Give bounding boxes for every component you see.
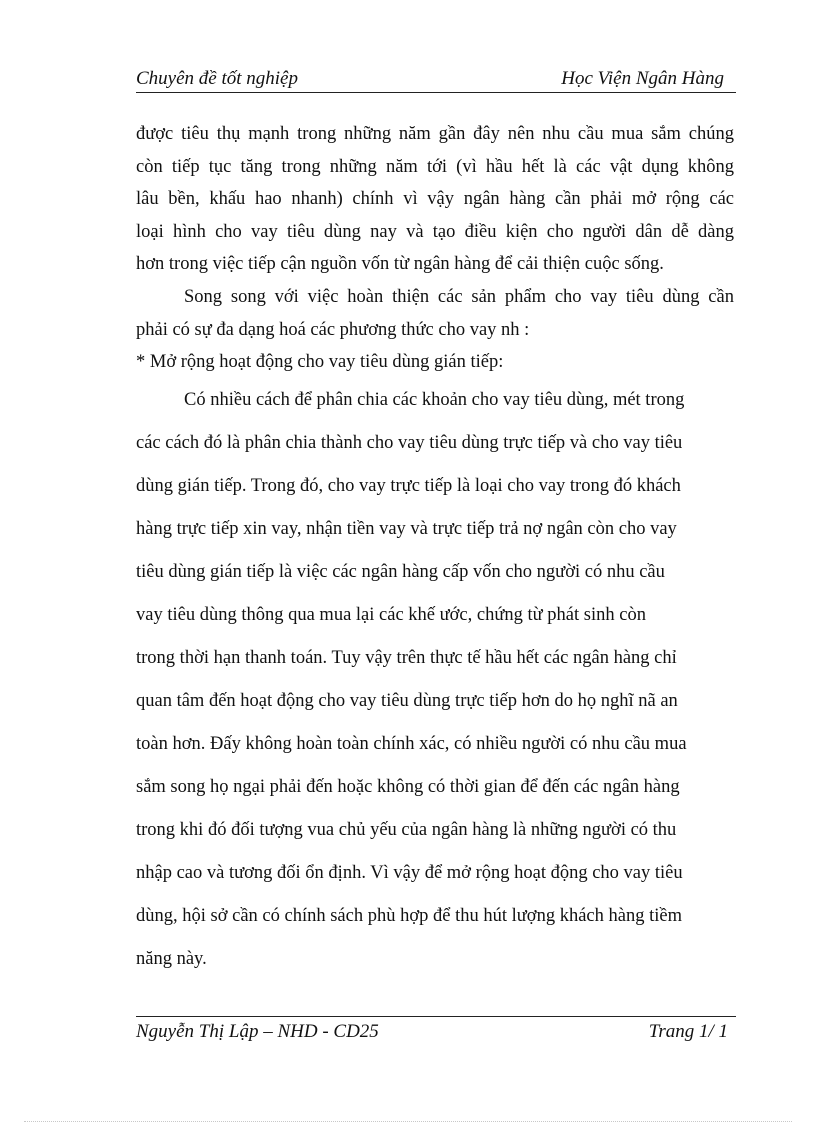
text-line: nhập cao và tương đối ổn định. Vì vậy để mở rộng hoạt động cho vay tiêu (136, 862, 683, 883)
text-line: dùng gián tiếp. Trong đó, cho vay trực tiếp là loại cho vay trong đó khách (136, 475, 681, 496)
document-body (136, 118, 734, 981)
bullet-heading: * Mở rộng hoạt động cho vay tiêu dùng gián tiếp: (136, 352, 504, 373)
paragraph-3 (136, 379, 734, 981)
page-footer (136, 1016, 736, 1042)
text-line: được tiêu thụ mạnh trong những năm gần đây nên nhu cầu mua sắm chúng (136, 124, 734, 144)
text-line: vay tiêu dùng thông qua mua lại các khế ước, chứng từ phát sinh còn (136, 604, 646, 625)
footer-page-number: Trang 1/ 1 (648, 1021, 728, 1042)
paragraph-2 (136, 281, 734, 346)
text-line: năng này. (136, 948, 207, 969)
text-line: hơn trong việc tiếp cận nguồn vốn từ ngân hàng để cải thiện cuộc sống. (136, 254, 664, 275)
text-line: các cách đó là phân chia thành cho vay tiêu dùng trực tiếp và cho vay tiêu (136, 432, 683, 453)
text-line: tiêu dùng gián tiếp là việc các ngân hàng cấp vốn cho người có nhu cầu (136, 561, 665, 582)
text-line: phải có sự đa dạng hoá các phương thức cho vay nh : (136, 319, 530, 340)
text-line: toàn hơn. Đấy không hoàn toàn chính xác, có nhiều người có nhu cầu mua (136, 733, 687, 754)
text-line: dùng, hội sở cần có chính sách phù hợp để thu hút lượng khách hàng tiềm (136, 905, 682, 926)
page-bottom-edge (24, 1121, 792, 1122)
text-line: còn tiếp tục tăng trong những năm tới (vì hầu hết là các vật dụng không (136, 156, 734, 177)
text-line: quan tâm đến hoạt động cho vay tiêu dùng trực tiếp hơn do họ nghĩ nã an (136, 690, 678, 711)
text-line: lâu bền, khấu hao nhanh) chính vì vậy ngân hàng cần phải mở rộng các (136, 189, 734, 210)
text-line: loại hình cho vay tiêu dùng nay và tạo điều kiện cho người dân dễ dàng (136, 221, 734, 242)
header-institution: Học Viện Ngân Hàng (561, 68, 724, 89)
text-line: trong khi đó đối tượng vua chủ yếu của ngân hàng là những người có thu (136, 819, 677, 840)
paragraph-1 (136, 118, 734, 281)
text-line: sắm song họ ngại phải đến hoặc không có thời gian để đến các ngân hàng (136, 776, 680, 797)
header-title: Chuyên đề tốt nghiệp (136, 68, 298, 89)
text-line: Song song với việc hoàn thiện các sản phẩm cho vay tiêu dùng cần (184, 286, 734, 307)
text-line: Có nhiều cách để phân chia các khoản cho vay tiêu dùng, mét trong (184, 389, 685, 410)
text-line: hàng trực tiếp xin vay, nhận tiền vay và trực tiếp trả nợ ngân còn cho vay (136, 518, 677, 539)
page-header (136, 66, 736, 93)
footer-author: Nguyễn Thị Lập – NHD - CD25 (136, 1021, 379, 1042)
text-line: trong thời hạn thanh toán. Tuy vậy trên thực tế hầu hết các ngân hàng chỉ (136, 647, 677, 668)
